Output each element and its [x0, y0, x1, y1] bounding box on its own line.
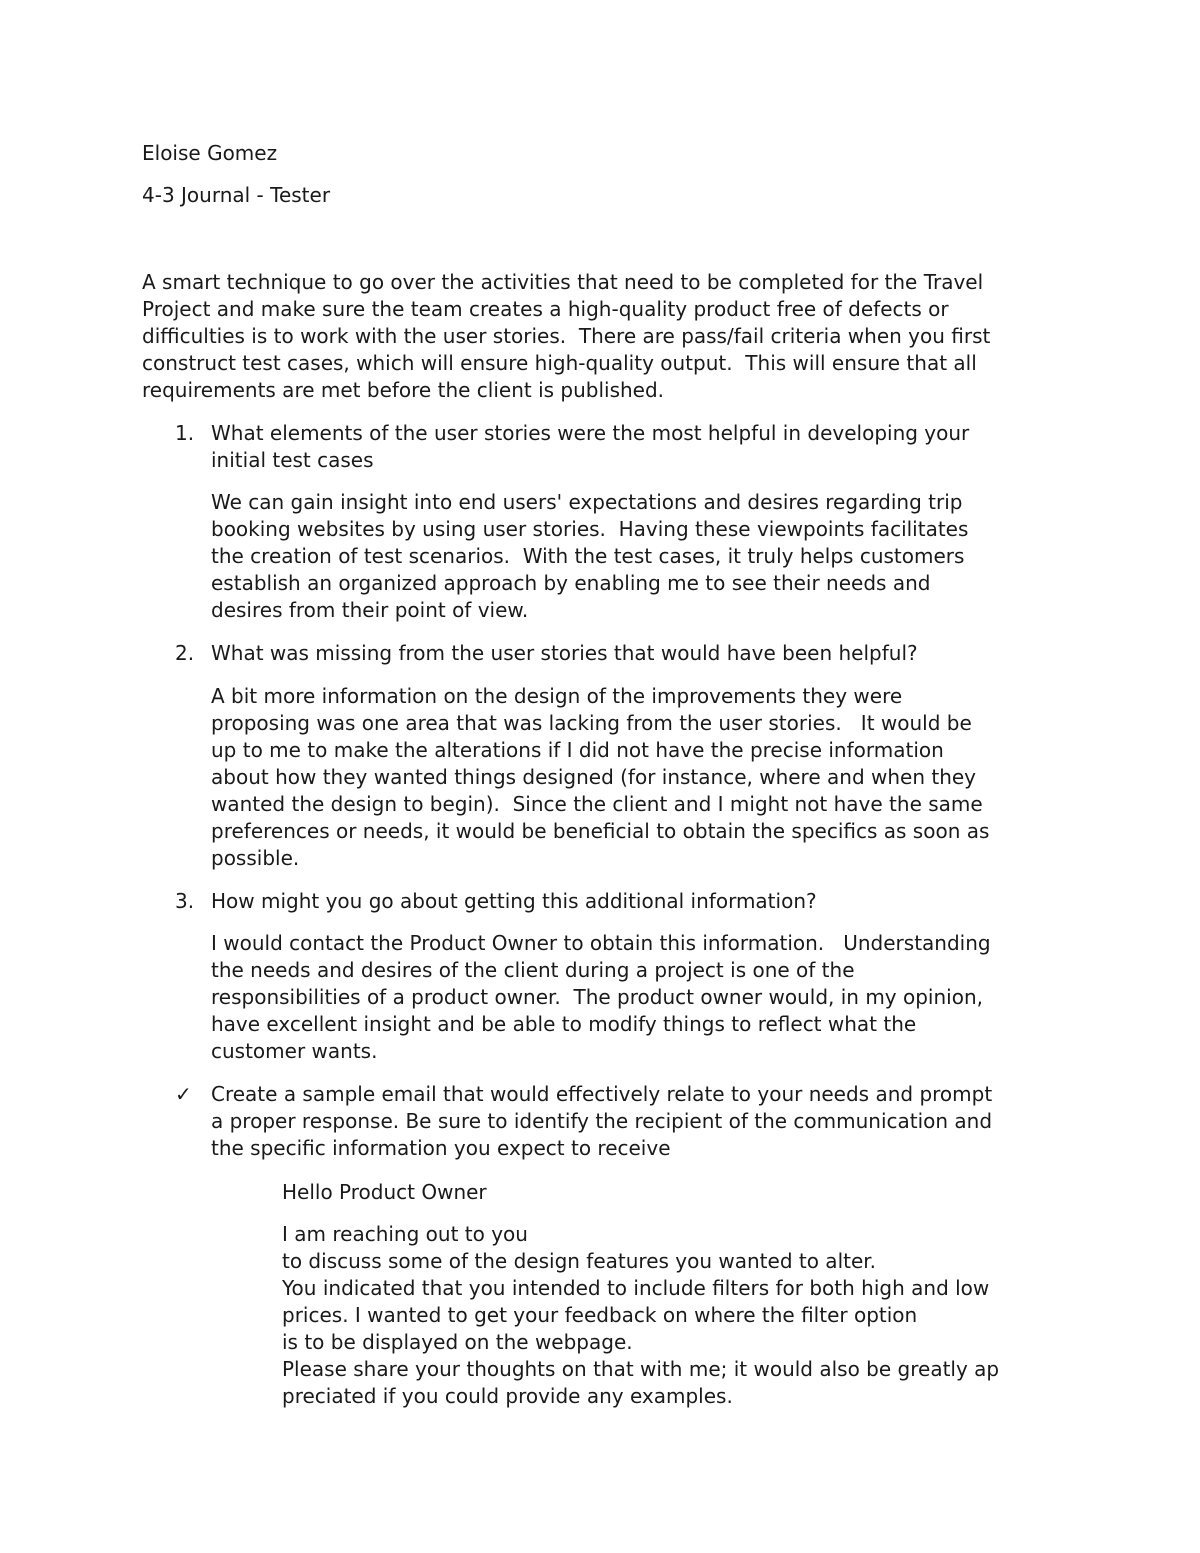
checkmark-icon: ✓: [175, 1082, 192, 1106]
question-text: What elements of the user stories were the most helpful in developing your: [211, 421, 970, 445]
question-text: initial test cases: [211, 448, 374, 472]
intro-line: A smart technique to go over the activities that need to be completed for the Travel: [142, 270, 984, 294]
answer-line: proposing was one area that was lacking from the user stories. It would be: [211, 711, 972, 735]
question-number: 2.: [175, 641, 195, 665]
task-text: Create a sample email that would effectively relate to your needs and prompt: [211, 1082, 993, 1106]
answer-line: I would contact the Product Owner to obtain this information. Understanding: [211, 931, 991, 955]
answer-line: the needs and desires of the client during a project is one of the: [211, 958, 855, 982]
intro-line: requirements are met before the client is published.: [142, 378, 665, 402]
task-text: the specific information you expect to receive: [211, 1136, 671, 1160]
answer-line: wanted the design to begin). Since the client and I might not have the same: [211, 792, 983, 816]
email-line: You indicated that you intended to include filters for both high and low: [282, 1276, 990, 1300]
answer-line: about how they wanted things designed (for instance, where and when they: [211, 765, 977, 789]
email-line: to discuss some of the design features you wanted to alter.: [282, 1249, 877, 1273]
question-text: How might you go about getting this additional information?: [211, 889, 817, 913]
answer-line: up to me to make the alterations if I did not have the precise information: [211, 738, 944, 762]
answer-line: desires from their point of view.: [211, 598, 529, 622]
question-number: 3.: [175, 889, 195, 913]
email-line: prices. I wanted to get your feedback on where the filter option: [282, 1303, 918, 1327]
answer-line: customer wants.: [211, 1039, 378, 1063]
intro-line: difficulties is to work with the user stories. There are pass/fail criteria when you first: [142, 324, 991, 348]
email-line: I am reaching out to you: [282, 1222, 528, 1246]
intro-line: construct test cases, which will ensure high-quality output. This will ensure that all: [142, 351, 977, 375]
answer-line: the creation of test scenarios. With the test cases, it truly helps customers: [211, 544, 965, 568]
answer-line: preferences or needs, it would be beneficial to obtain the specifics as soon as: [211, 819, 990, 843]
email-line: is to be displayed on the webpage.: [282, 1330, 633, 1354]
task-text: a proper response. Be sure to identify the recipient of the communication and: [211, 1109, 993, 1133]
author-name: Eloise Gomez: [142, 141, 278, 165]
email-line: preciated if you could provide any examples.: [282, 1384, 733, 1408]
assignment-title: 4-3 Journal - Tester: [142, 183, 331, 207]
email-greeting: Hello Product Owner: [282, 1180, 487, 1204]
answer-line: have excellent insight and be able to modify things to reflect what the: [211, 1012, 917, 1036]
question-number: 1.: [175, 421, 195, 445]
answer-line: We can gain insight into end users' expectations and desires regarding trip: [211, 490, 963, 514]
answer-line: possible.: [211, 846, 300, 870]
answer-line: responsibilities of a product owner. The product owner would, in my opinion,: [211, 985, 983, 1009]
question-text: What was missing from the user stories that would have been helpful?: [211, 641, 918, 665]
email-line: Please share your thoughts on that with me; it would also be greatly ap: [282, 1357, 1000, 1381]
intro-line: Project and make sure the team creates a high-quality product free of defects or: [142, 297, 949, 321]
answer-line: A bit more information on the design of the improvements they were: [211, 684, 903, 708]
answer-line: establish an organized approach by enabling me to see their needs and: [211, 571, 931, 595]
answer-line: booking websites by using user stories. Having these viewpoints facilitates: [211, 517, 969, 541]
